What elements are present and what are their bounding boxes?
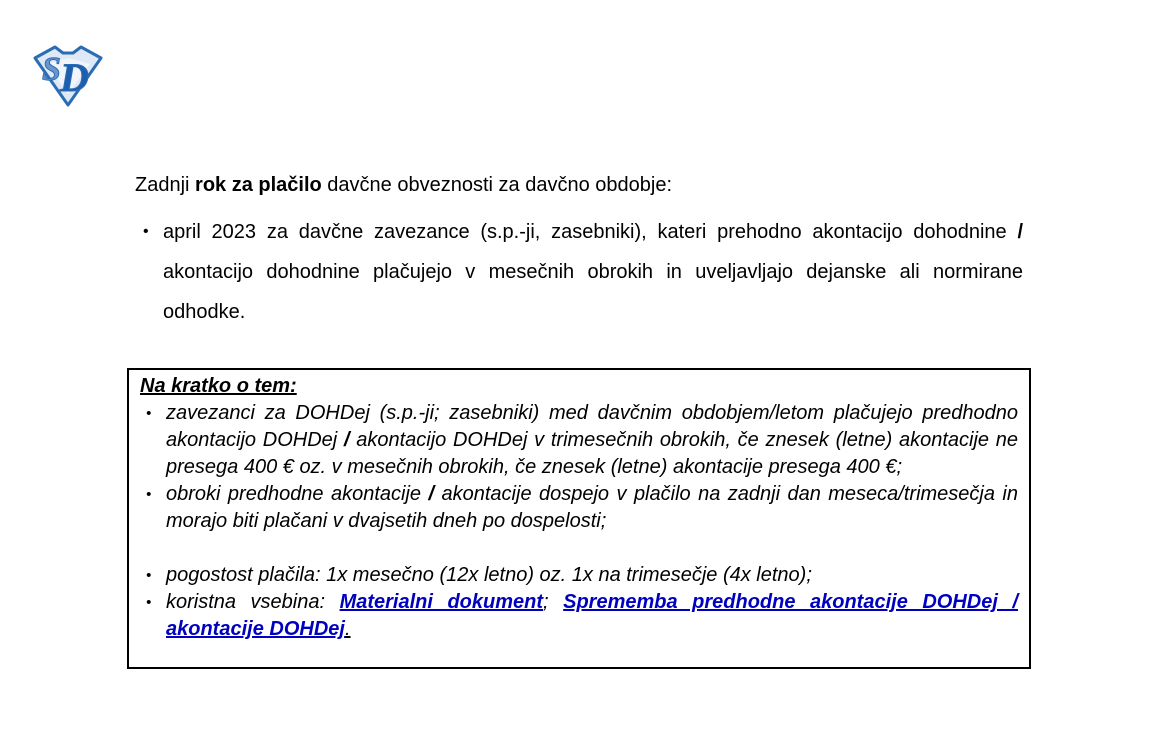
logo-letter-d: D	[60, 55, 89, 100]
intro-bullet-seg2: akontacijo dohodnine plačujejo v mesečnih obrokih in uveljavljajo dejanske ali normirane odhodke.	[163, 261, 1023, 323]
intro-title-seg2: davčne obveznosti za davčno obdobje:	[321, 174, 672, 196]
b4-seg0: koristna vsebina:	[166, 591, 340, 613]
intro-bullet-seg0: april 2023 za davčne zavezance (s.p.-ji, zasebniki), kateri prehodno akontacijo dohodnine	[163, 221, 1018, 243]
blank-line-spacer	[140, 535, 1018, 562]
logo-letter-s: S	[42, 51, 61, 88]
intro-title-bold: rok za plačilo	[195, 174, 322, 196]
bullet-marker-icon: •	[146, 486, 152, 503]
b1-slash: /	[343, 429, 350, 451]
b2-slash: /	[428, 483, 435, 505]
bullet-marker-icon: •	[146, 405, 152, 422]
b4-period: .	[344, 618, 351, 640]
b3-seg0: pogostost plačila: 1x mesečno (12x letno) oz. 1x na trimesečje (4x letno);	[166, 564, 812, 586]
bullet-marker-icon: •	[143, 223, 149, 240]
intro-bullet-item	[135, 212, 1023, 332]
summary-bullet-2	[140, 481, 1018, 535]
b1-seg2: akontacijo DOHDej v trimesečnih obrokih, če znesek (letne) akontacije ne presega 400 € oz. v mesečnih obrokih, če znesek (letne) akontacije presega 400 €;	[166, 429, 1018, 478]
link-materialni-dokument[interactable]: Materialni dokument	[339, 591, 544, 613]
b4-seg2: ;	[543, 591, 564, 613]
summary-bullet-4	[140, 589, 1018, 643]
intro-section	[135, 170, 1023, 332]
summary-box-heading: Na kratko o tem:	[140, 375, 297, 397]
bullet-marker-icon: •	[146, 594, 152, 611]
intro-title	[135, 170, 1023, 200]
intro-title-seg0: Zadnji	[135, 174, 196, 196]
b1-seg0: zavezanci za DOHDej (s.p.-ji; zasebniki) med davčnim obdobjem/letom plačujejo predhodno akontacijo DOHDej	[166, 402, 1018, 451]
summary-bullet-1	[140, 400, 1018, 481]
bullet-marker-icon: •	[146, 567, 152, 584]
sd-logo-icon	[32, 44, 104, 108]
b2-seg0: obroki predhodne akontacije	[166, 483, 429, 505]
b2-seg2: akontacije dospejo v plačilo na zadnji dan meseca/trimesečja in morajo biti plačani v dvajsetih dneh po dospelosti;	[166, 483, 1018, 532]
sd-logo	[32, 44, 104, 108]
intro-bullet-slash: /	[1017, 221, 1023, 243]
summary-bullet-3	[140, 562, 1018, 589]
link-sprememba-predhodne-akontacije[interactable]: Sprememba predhodne akontacije DOHDej / akontacije DOHDej	[166, 591, 1018, 640]
summary-box	[127, 368, 1031, 669]
